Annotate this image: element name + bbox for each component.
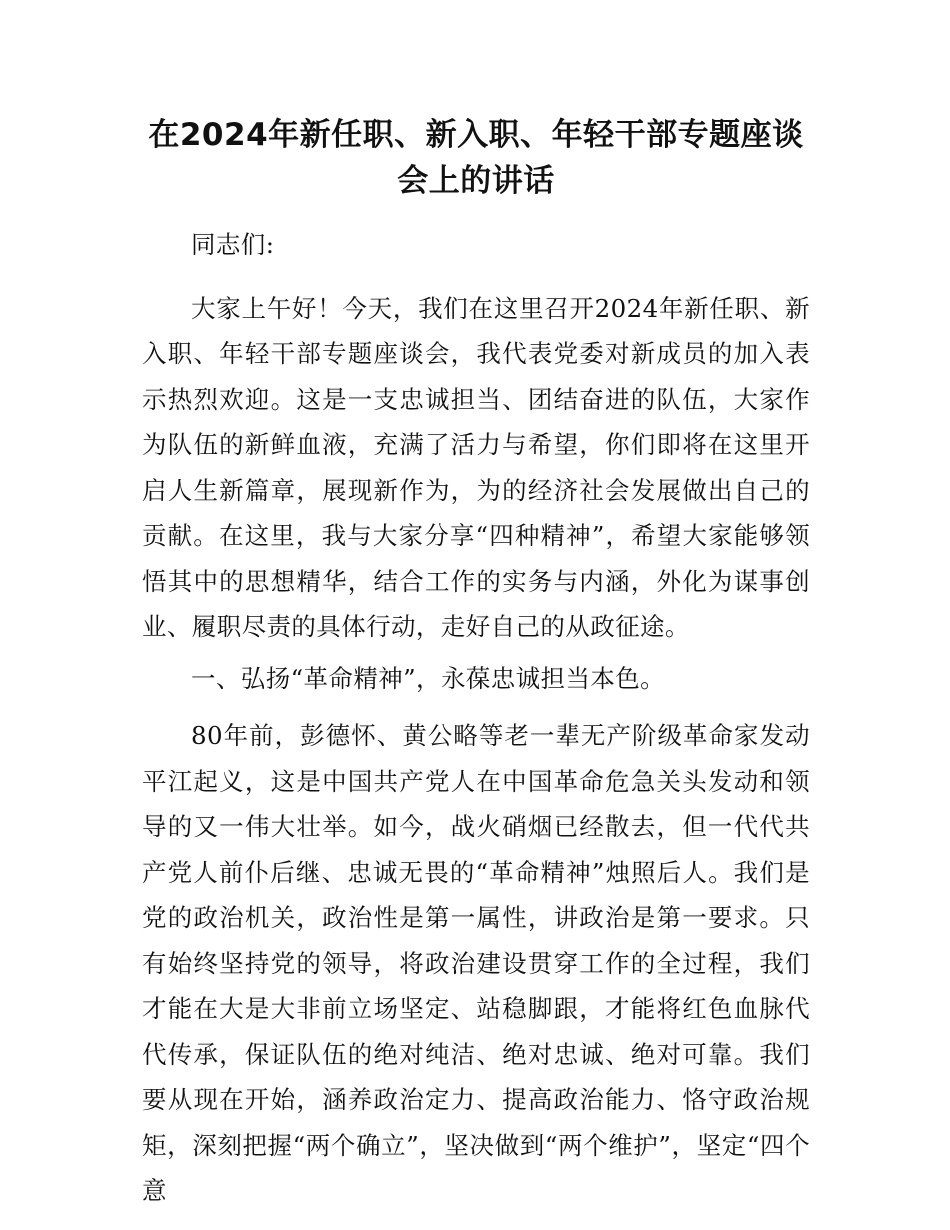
paragraph-section-1: 80年前，彭德怀、黄公略等老一辈无产阶级革命家发动平江起义，这是中国共产党人在中国革命危急关头发动和领导的又一伟大壮举。如今，战火硝烟已经散去，但一代代共产党人前仆后继、忠诚无畏的“革命精神”烛照后人。我们是党的政治机关，政治性是第一属性，讲政治是第一要求。只有始终坚持党的领导，将政治建设贯穿工作的全过程，我们才能在大是大非前立场坚定、站稳脚跟，才能将红色血脉代代传承，保证队伍的绝对纯洁、绝对忠诚、绝对可靠。我们要从现在开始，涵养政治定力、提高政治能力、恪守政治规矩，深刻把握“两个确立”，坚决做到“两个维护”，坚定“四个意 xyxy=(142,721,810,1205)
salutation: 同志们: xyxy=(191,230,275,259)
document-title: 在2024年新任职、新入职、年轻干部专题座谈会上的讲话 xyxy=(148,117,804,199)
section-heading-1: 一、弘扬“革命精神”，永葆忠诚担当本色。 xyxy=(191,663,666,693)
paragraph-opening: 大家上午好！今天，我们在这里召开2024年新任职、新入职、年轻干部专题座谈会，我代表党委对新成员的加入表示热烈欢迎。这是一支忠诚担当、团结奋进的队伍，大家作为队伍的新鲜血液，充满了活力与希望，你们即将在这里开启人生新篇章，展现新作为，为的经济社会发展做出自己的贡献。在这里，我与大家分享“四种精神”，希望大家能够领悟其中的思想精华，结合工作的实务与内涵，外化为谋事创业、履职尽责的具体行动，走好自己的从政征途。 xyxy=(142,293,810,641)
document-body xyxy=(142,112,810,1220)
